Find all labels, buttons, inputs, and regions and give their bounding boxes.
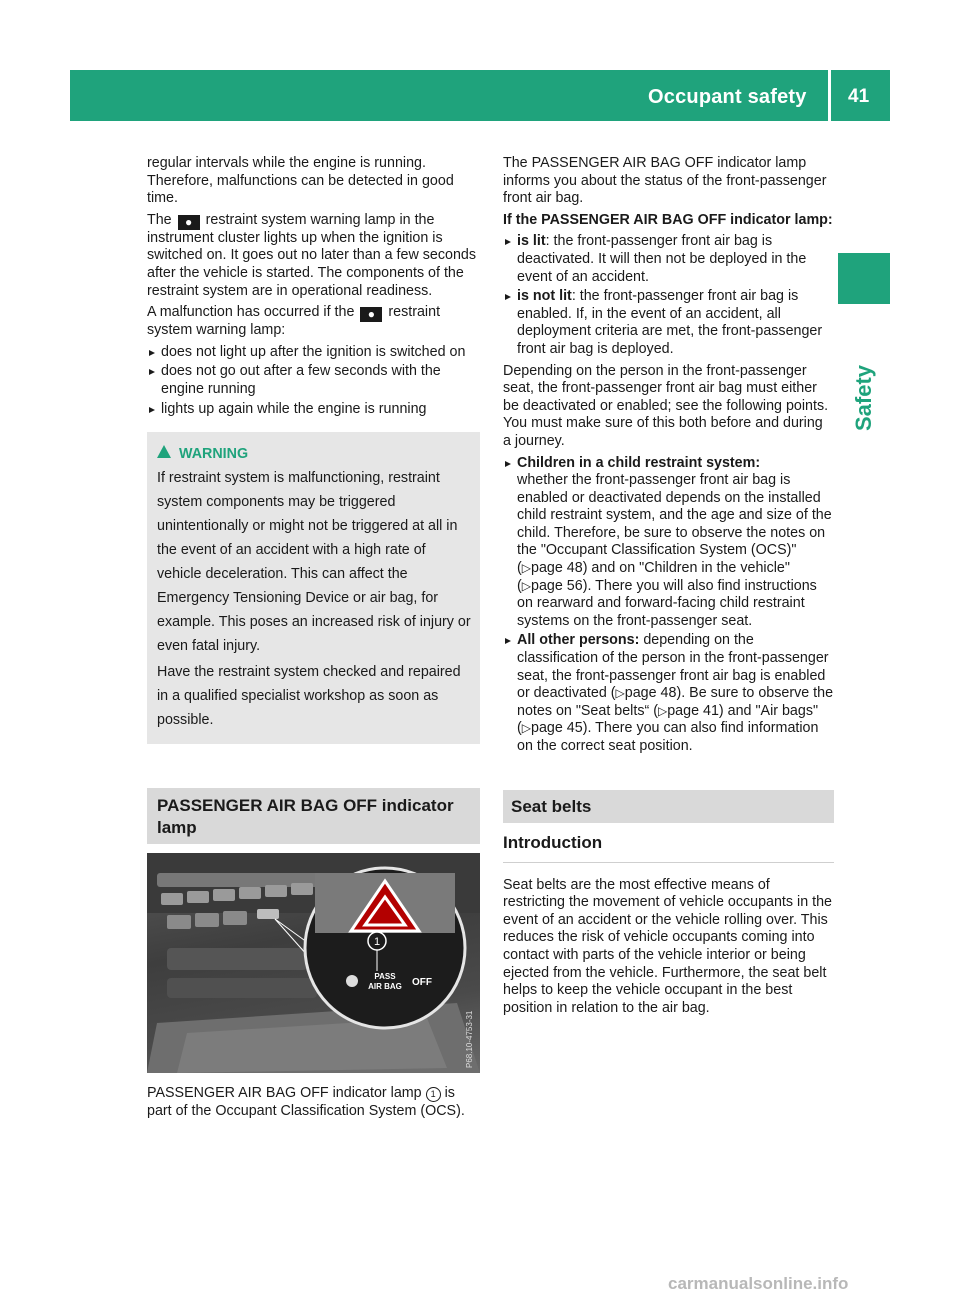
- warning-triangle-icon: [157, 445, 171, 458]
- text: ). There you will also find instructions on rearward and forward-facing child restraint systems on the front-passenger seat.: [517, 577, 817, 629]
- paragraph: Depending on the person in the front-passenger seat, the front-passenger front air bag must either be deactivated or enabled; see the following points. You must make sure of this both before and during a journey.: [503, 362, 829, 449]
- callout-number-icon: 1: [426, 1087, 441, 1102]
- term: is not lit: [517, 288, 572, 305]
- console-photo: [147, 853, 480, 1073]
- page-link[interactable]: page 48: [531, 560, 583, 577]
- text: The: [147, 211, 172, 228]
- page-link[interactable]: page 56: [531, 577, 583, 594]
- subsection-title: Introduction: [503, 832, 834, 863]
- lamp-label-off: OFF: [412, 977, 432, 989]
- left-column: [147, 155, 480, 1124]
- term: Children in a child restraint system:: [517, 454, 761, 471]
- page-ref-arrow-icon: ▷: [657, 703, 668, 718]
- airbag-warning-lamp-icon: ●: [360, 307, 382, 322]
- list-item: [503, 455, 834, 631]
- section-title: Seat belts: [503, 790, 834, 823]
- paragraph: Seat belts are the most effective means of restricting the movement of vehicle occupants in the event of an accident or the vehicle rolling over. This reduces the risk of vehicle occupants coming into contact with parts of the vehicle interior or being ejected from the vehicle. Furthermore, the seat belt helps to keep the vehicle occupant in the best position in relation to the air bag.: [503, 876, 832, 1016]
- lamp-label-pass: PASS: [374, 972, 396, 982]
- text: A malfunction has occurred if the: [147, 304, 355, 321]
- page-ref-arrow-icon: ▷: [521, 578, 531, 593]
- paragraph: [147, 304, 480, 340]
- page-number: 41: [848, 86, 870, 107]
- page-link[interactable]: page 41: [667, 702, 719, 719]
- list-item: does not go out after a few seconds with the engine running: [147, 363, 480, 398]
- warning-text: Have the restraint system checked and repaired in a qualified specialist workshop as soon as possible.: [157, 664, 461, 729]
- text: restraint system warning lamp:: [147, 304, 441, 339]
- right-column: [503, 155, 834, 1021]
- side-tab-marker: [838, 253, 890, 304]
- text: ) and "Air bags" (: [517, 702, 819, 737]
- status-list: [503, 233, 834, 358]
- page-ref-arrow-icon: ▷: [521, 721, 531, 736]
- occupant-list: [503, 455, 834, 756]
- console-illustration: [147, 853, 480, 1073]
- list-item: does not light up after the ignition is switched on: [147, 344, 480, 362]
- warning-box: [147, 432, 480, 744]
- section-title: PASSENGER AIR BAG OFF indicator lamp: [147, 788, 480, 844]
- warning-text: If restraint system is malfunctioning, restraint system components may be triggered unintentionally or might not be triggered at all in the event of an accident with a high rate of vehicle deceleration. This can affect the Emergency Tensioning Device or air bag, for example. This poses an increased risk of injury or even fatal injury.: [157, 470, 471, 655]
- text: restraint system warning lamp in the instrument cluster lights up when the ignition is switched on. It goes out no later than a few seconds after the vehicle is started. The components of the restraint system are in operational readiness.: [147, 211, 477, 299]
- lamp-label-airbag: AIR BAG: [368, 982, 402, 992]
- paragraph: [147, 212, 480, 300]
- side-tab-label: Safety: [851, 364, 876, 431]
- text: : the front-passenger front air bag is enabled. If, in the event of an accident, all deployment criteria are met, the front-passenger front air bag is deployed.: [517, 288, 823, 357]
- term: All other persons:: [517, 632, 640, 649]
- paragraph: The PASSENGER AIR BAG OFF indicator lamp informs you about the status of the front-passenger front air bag.: [503, 155, 827, 207]
- text: ). There you can also find information on the correct seat position.: [517, 720, 819, 754]
- callout-number: 1: [373, 936, 381, 949]
- header-divider: [828, 70, 831, 121]
- list-item: [503, 288, 834, 358]
- text: : the front-passenger front air bag is deactivated. It will then not be deployed in the event of an accident.: [517, 233, 807, 285]
- watermark: carmanualsonline.info: [668, 1274, 849, 1293]
- image-ref-code: P68.10-4753-31: [465, 1010, 474, 1069]
- page-ref-arrow-icon: ▷: [521, 561, 531, 576]
- text: is part of the Occupant Classification System (OCS).: [147, 1085, 465, 1119]
- text: whether the front-passenger front air bag is enabled or deactivated depends on the installed child restraint system, and the age and size of the child. Therefore, be sure to observe the notes on the "Occupant Classification System (OCS)" (: [517, 472, 832, 577]
- bold-heading: If the PASSENGER AIR BAG OFF indicator lamp:: [503, 211, 833, 228]
- page-section-title: Occupant safety: [648, 86, 807, 108]
- warning-title: WARNING: [179, 446, 249, 463]
- text: depending on the classification of the person in the front-passenger seat, the front-passenger front air bag is enabled or deactivated (: [517, 632, 829, 702]
- airbag-warning-lamp-icon: ●: [178, 215, 200, 230]
- text: ) and on "Children in the vehicle" (: [517, 560, 790, 594]
- warning-heading: [157, 442, 472, 466]
- page-ref-arrow-icon: ▷: [615, 686, 625, 701]
- page-link[interactable]: page 45: [531, 720, 583, 737]
- list-item: lights up again while the engine is running: [147, 401, 480, 419]
- list-item: [503, 632, 834, 755]
- text: ). Be sure to observe the notes on "Seat belts“ (: [517, 685, 834, 719]
- list-item: [503, 233, 834, 286]
- paragraph: regular intervals while the engine is running. Therefore, malfunctions can be detected in good time.: [147, 155, 454, 207]
- photo-caption: [147, 1085, 480, 1120]
- page-link[interactable]: page 48: [624, 685, 677, 702]
- term: is lit: [517, 233, 546, 250]
- malfunction-list: [147, 344, 480, 418]
- text: PASSENGER AIR BAG OFF indicator lamp: [147, 1085, 422, 1102]
